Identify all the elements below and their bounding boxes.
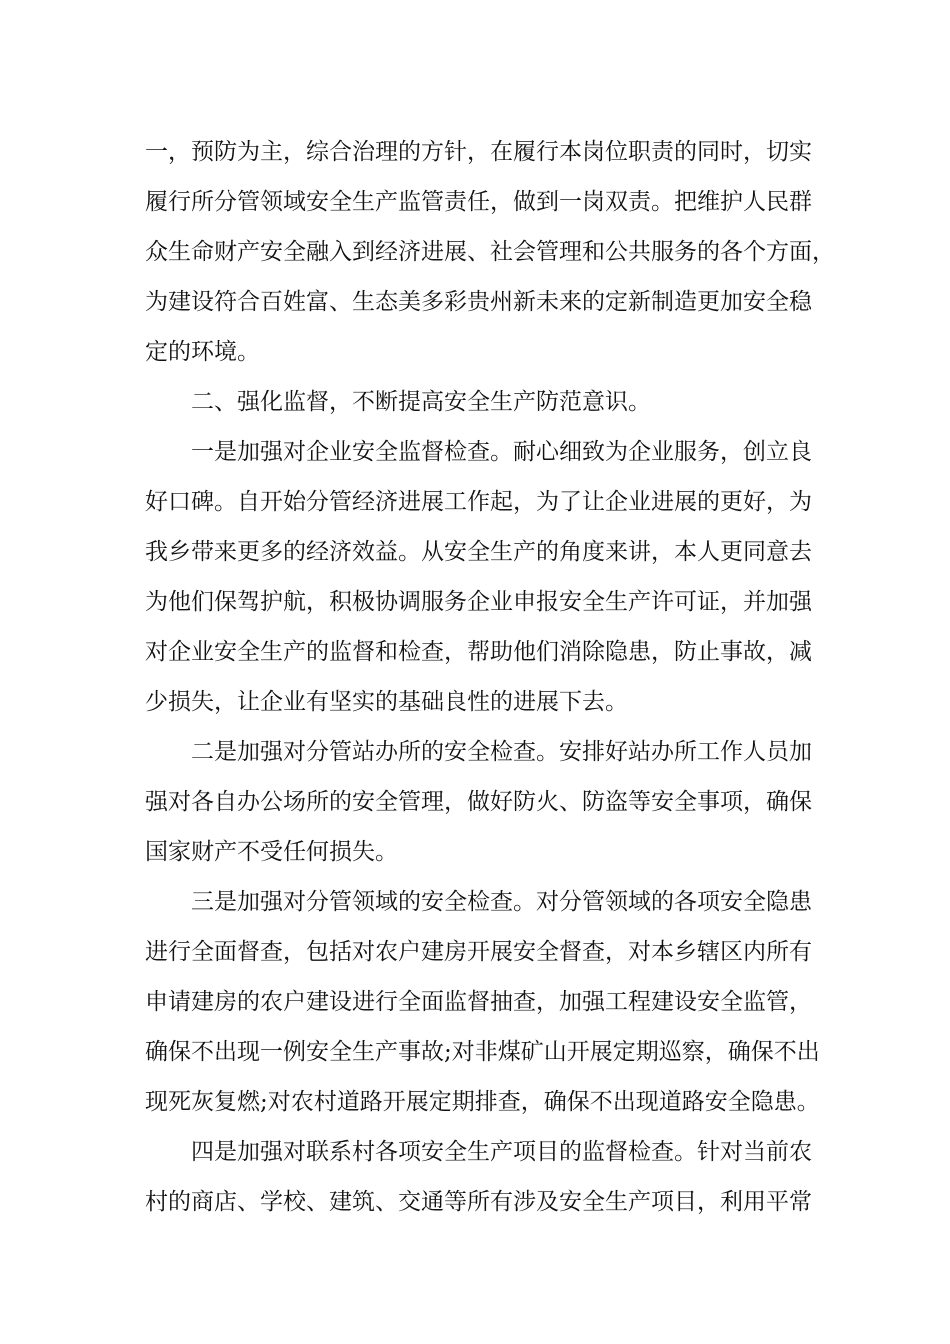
text-line: 一，预防为主，综合治理的方针，在履行本岗位职责的同时，切实 (145, 139, 812, 165)
text-line: 履行所分管领域安全生产监管责任，做到一岗双责。把维护人民群 (145, 189, 812, 215)
text-line: 三是加强对分管领域的安全检查。对分管领域的各项安全隐患 (191, 889, 812, 915)
text-line: 确保不出现一例安全生产事故;对非煤矿山开展定期巡察，确保不出 (145, 1039, 820, 1065)
text-line: 二是加强对分管站办所的安全检查。安排好站办所工作人员加 (191, 739, 812, 765)
text-line: 为他们保驾护航，积极协调服务企业申报安全生产许可证，并加强 (145, 589, 812, 615)
text-line: 众生命财产安全融入到经济进展、社会管理和公共服务的各个方面， (145, 239, 835, 265)
text-line: 进行全面督查，包括对农户建房开展安全督查，对本乡辖区内所有 (145, 939, 812, 965)
text-line: 国家财产不受任何损失。 (145, 839, 398, 865)
text-line: 强对各自办公场所的安全管理，做好防火、防盗等安全事项，确保 (145, 789, 812, 815)
text-line: 为建设符合百姓富、生态美多彩贵州新未来的定新制造更加安全稳 (145, 289, 812, 315)
text-line: 我乡带来更多的经济效益。从安全生产的角度来讲，本人更同意去 (145, 539, 812, 565)
text-line: 定的环境。 (145, 339, 260, 365)
text-line: 村的商店、学校、建筑、交通等所有涉及安全生产项目，利用平常 (145, 1189, 812, 1215)
text-line: 少损失，让企业有坚实的基础良性的进展下去。 (145, 689, 628, 715)
section-heading: 二、强化监督，不断提高安全生产防范意识。 (191, 389, 651, 415)
text-line: 一是加强对企业安全监督检查。耐心细致为企业服务，创立良 (191, 439, 812, 465)
text-line: 好口碑。自开始分管经济进展工作起，为了让企业进展的更好，为 (145, 489, 812, 515)
text-line: 对企业安全生产的监督和检查，帮助他们消除隐患，防止事故，减 (145, 639, 812, 665)
text-line: 申请建房的农户建设进行全面监督抽查，加强工程建设安全监管， (145, 989, 812, 1015)
text-line: 现死灰复燃;对农村道路开展定期排查，确保不出现道路安全隐患。 (145, 1089, 820, 1115)
text-line: 四是加强对联系村各项安全生产项目的监督检查。针对当前农 (191, 1139, 812, 1165)
